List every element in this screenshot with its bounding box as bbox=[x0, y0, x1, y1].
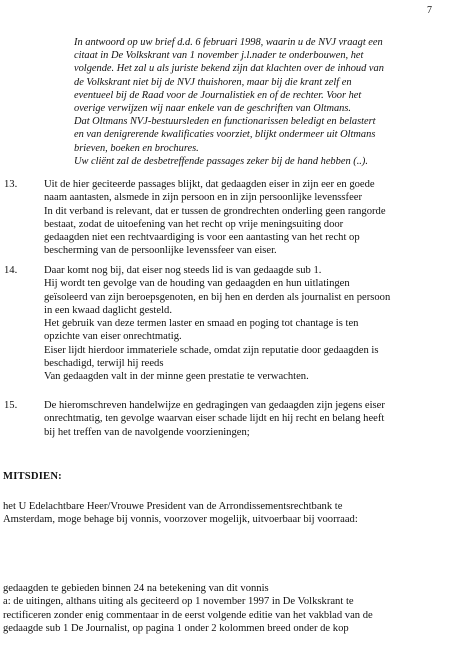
paragraph-line: In dit verband is relevant, dat er tussen de grondrechten onderling geen rangorde bbox=[44, 205, 386, 217]
paragraph-line: opzichte van eiser onrechtmatig. bbox=[44, 331, 182, 343]
quote-line: de Volkskrant niet bij de NVJ thuishoren, maar bij die krant zelf en bbox=[74, 76, 352, 88]
paragraph-line: in een kwaad daglicht gesteld. bbox=[44, 304, 172, 316]
quote-line: brieven, boeken en brochures. bbox=[74, 142, 199, 154]
address-line: Amsterdam, moge behage bij vonnis, voorzover mogelijk, uitvoerbaar bij voorraad: bbox=[3, 514, 358, 526]
paragraph-body bbox=[44, 264, 434, 384]
paragraph-line: naam aantasten, alsmede in zijn persoon en in zijn persoonlijke levenssfeer bbox=[44, 192, 362, 204]
paragraph-line: geïsoleerd van zijn beroepsgenoten, en bij hen en derden als journalist en persoon bbox=[44, 291, 391, 303]
paragraph-line: Eiser lijdt hierdoor immateriele schade, omdat zijn reputatie door gedaagden is bbox=[44, 344, 379, 356]
paragraph-line: bescherming van de persoonlijke levenssfeer van eiser. bbox=[44, 245, 277, 257]
paragraph-line: Van gedaagden valt in der minne geen prestatie te verwachten. bbox=[44, 371, 309, 383]
paragraph-body bbox=[44, 178, 434, 258]
quote-line: volgende. Het zal u als juriste bekend zijn dat klachten over de inhoud van bbox=[74, 63, 384, 75]
quote-line: overige verwijzen wij naar enkele van de geschriften van Oltmans. bbox=[74, 103, 352, 115]
quote-line: citaat in De Volkskrant van 1 november j.l.nader te onderbouwen, het bbox=[74, 50, 364, 62]
order-line: rectificeren zonder enig commentaar in de eerst volgende editie van het vakblad van de bbox=[3, 609, 373, 621]
order-line: gedaagden te gebieden binnen 24 na betekening van dit vonnis bbox=[3, 583, 269, 594]
paragraph-number: 13. bbox=[4, 179, 18, 190]
order-line: a: de uitingen, althans uiting als geciteerd op 1 november 1997 in De Volkskrant te bbox=[3, 596, 354, 608]
paragraph-line: gedaagden niet een rechtvaardiging is voor een aantasting van het recht op bbox=[44, 232, 360, 244]
quote-line: en van denigrerende kwalificaties voorziet, blijkt ondermeer uit Oltmans bbox=[74, 129, 376, 141]
quote-line: Dat Oltmans NVJ-bestuursleden en functionarissen beledigt en belastert bbox=[74, 116, 376, 128]
quote-line: Uw cliënt zal de desbetreffende passages zeker bij de hand hebben (..). bbox=[74, 155, 368, 167]
paragraph-body bbox=[44, 399, 434, 439]
address-block bbox=[3, 500, 443, 527]
paragraph-line: Hij wordt ten gevolge van de houding van gedaagden en hun uitlatingen bbox=[44, 278, 350, 290]
page-number: 7 bbox=[427, 5, 432, 16]
quote-block bbox=[74, 36, 426, 168]
paragraph-line: De hieromschreven handelwijze en gedragingen van gedaagden zijn jegens eiser bbox=[44, 400, 385, 411]
paragraph-line: Daar komt nog bij, dat eiser nog steeds lid is van gedaagde sub 1. bbox=[44, 265, 322, 276]
order-line: gedaagde sub 1 De Journalist, op pagina 1 onder 2 kolommen breed onder de kop bbox=[3, 622, 349, 634]
paragraph-line: Het gebruik van deze termen laster en smaad en poging tot chantage is ten bbox=[44, 318, 359, 330]
paragraph-line: Uit de hier geciteerde passages blijkt, dat gedaagden eiser in zijn eer en goede bbox=[44, 179, 375, 190]
paragraph-line: bij het treffen van de navolgende voorzieningen; bbox=[44, 426, 250, 438]
paragraph-line: beschadigd, terwijl hij reeds bbox=[44, 358, 164, 370]
address-line: het U Edelachtbare Heer/Vrouwe President van de Arrondissementsrechtbank te bbox=[3, 501, 343, 512]
quote-line: eventueel bij de Raad voor de Journalistiek en of de rechter. Voor het bbox=[74, 89, 362, 101]
paragraph-number: 14. bbox=[4, 265, 18, 276]
paragraph-line: onrechtmatig, ten gevolge waarvan eiser schade lijdt en hij recht en belang heeft bbox=[44, 413, 385, 425]
quote-line: In antwoord op uw brief d.d. 6 februari 1998, waarin u de NVJ vraagt een bbox=[74, 37, 383, 48]
paragraph-line: bestaat, zodat de uitoefening van het recht op vrije meningsuiting door bbox=[44, 218, 344, 230]
order-block bbox=[3, 582, 443, 635]
paragraph-number: 15. bbox=[4, 400, 18, 411]
section-heading: MITSDIEN: bbox=[3, 471, 62, 482]
